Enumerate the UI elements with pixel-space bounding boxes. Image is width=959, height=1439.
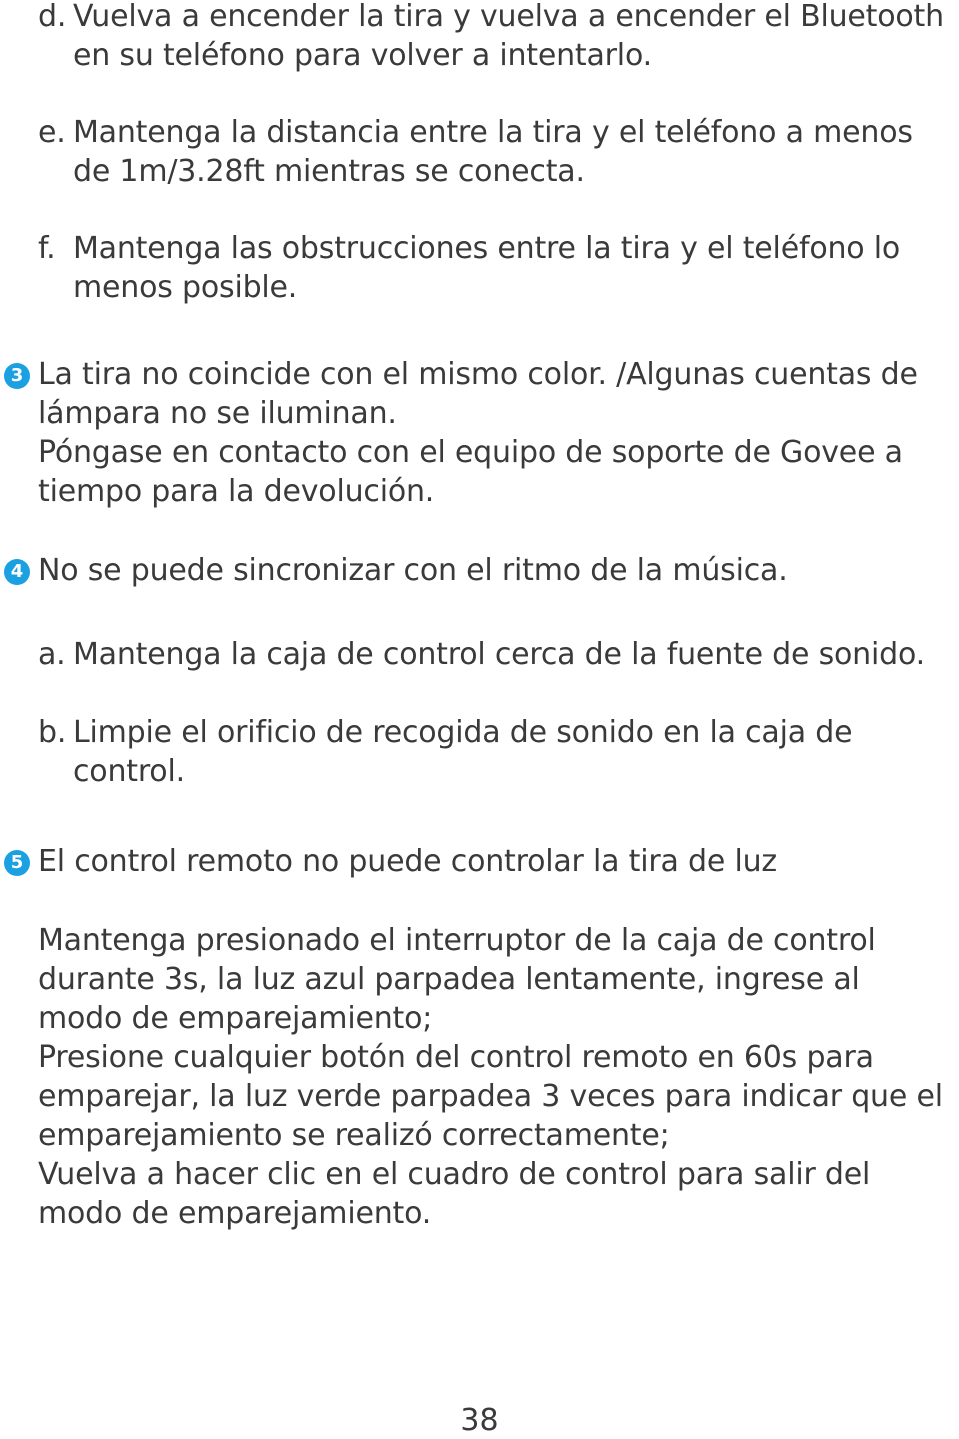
section-5-title-text: El control remoto no puede controlar la tira de luz [38,844,777,879]
list-item-text: Mantenga la distancia entre la tira y el teléfono a menos de 1m/3.28ft mientras se conecta. [73,115,913,189]
list-item-text: Vuelva a encender la tira y vuelva a encender el Bluetooth en su teléfono para volver a intentarlo. [73,0,944,73]
section-5-body [38,921,953,1233]
list-item-text: Limpie el orificio de recogida de sonido en la caja de control. [73,715,853,789]
section-3-title: La tira no coincide con el mismo color. /Algunas cuentas de lámpara no se iluminan. [38,357,918,431]
list-item-text: Mantenga la caja de control cerca de la fuente de sonido. [73,637,925,672]
list-item-b [38,713,953,791]
list-marker: b. [38,715,67,750]
section-3-body: Póngase en contacto con el equipo de soporte de Govee a tiempo para la devolución. [38,435,903,509]
section-number-badge-3: 3 [4,363,30,389]
list-marker: d. [38,0,67,34]
list-item-e [38,113,953,191]
section-number-badge-4: 4 [4,559,30,585]
section-5-title [38,842,953,881]
section-number-badge-5: 5 [4,850,30,876]
section-5-body-paragraph-3: Vuelva a hacer clic en el cuadro de control para salir del modo de emparejamiento. [38,1157,871,1231]
section-4-title-text: No se puede sincronizar con el ritmo de la música. [38,553,788,588]
list-item-text: Mantenga las obstrucciones entre la tira y el teléfono lo menos posible. [73,231,901,305]
page-number: 38 [460,1403,499,1438]
list-item-d [38,0,953,75]
list-item-f [38,229,953,307]
section-5-body-paragraph-1: Mantenga presionado el interruptor de la caja de control durante 3s, la luz azul parpadea lentamente, ingrese al modo de emparejamiento; [38,923,876,1036]
section-4-title [38,551,953,590]
list-marker: f. [38,231,56,266]
section-5-body-paragraph-2: Presione cualquier botón del control remoto en 60s para emparejar, la luz verde parpadea 3 veces para indicar que el emparejamiento se realizó correctamente; [38,1040,943,1153]
list-marker: a. [38,637,66,672]
section-3 [38,355,953,511]
list-marker: e. [38,115,66,150]
list-item-a [38,635,953,674]
